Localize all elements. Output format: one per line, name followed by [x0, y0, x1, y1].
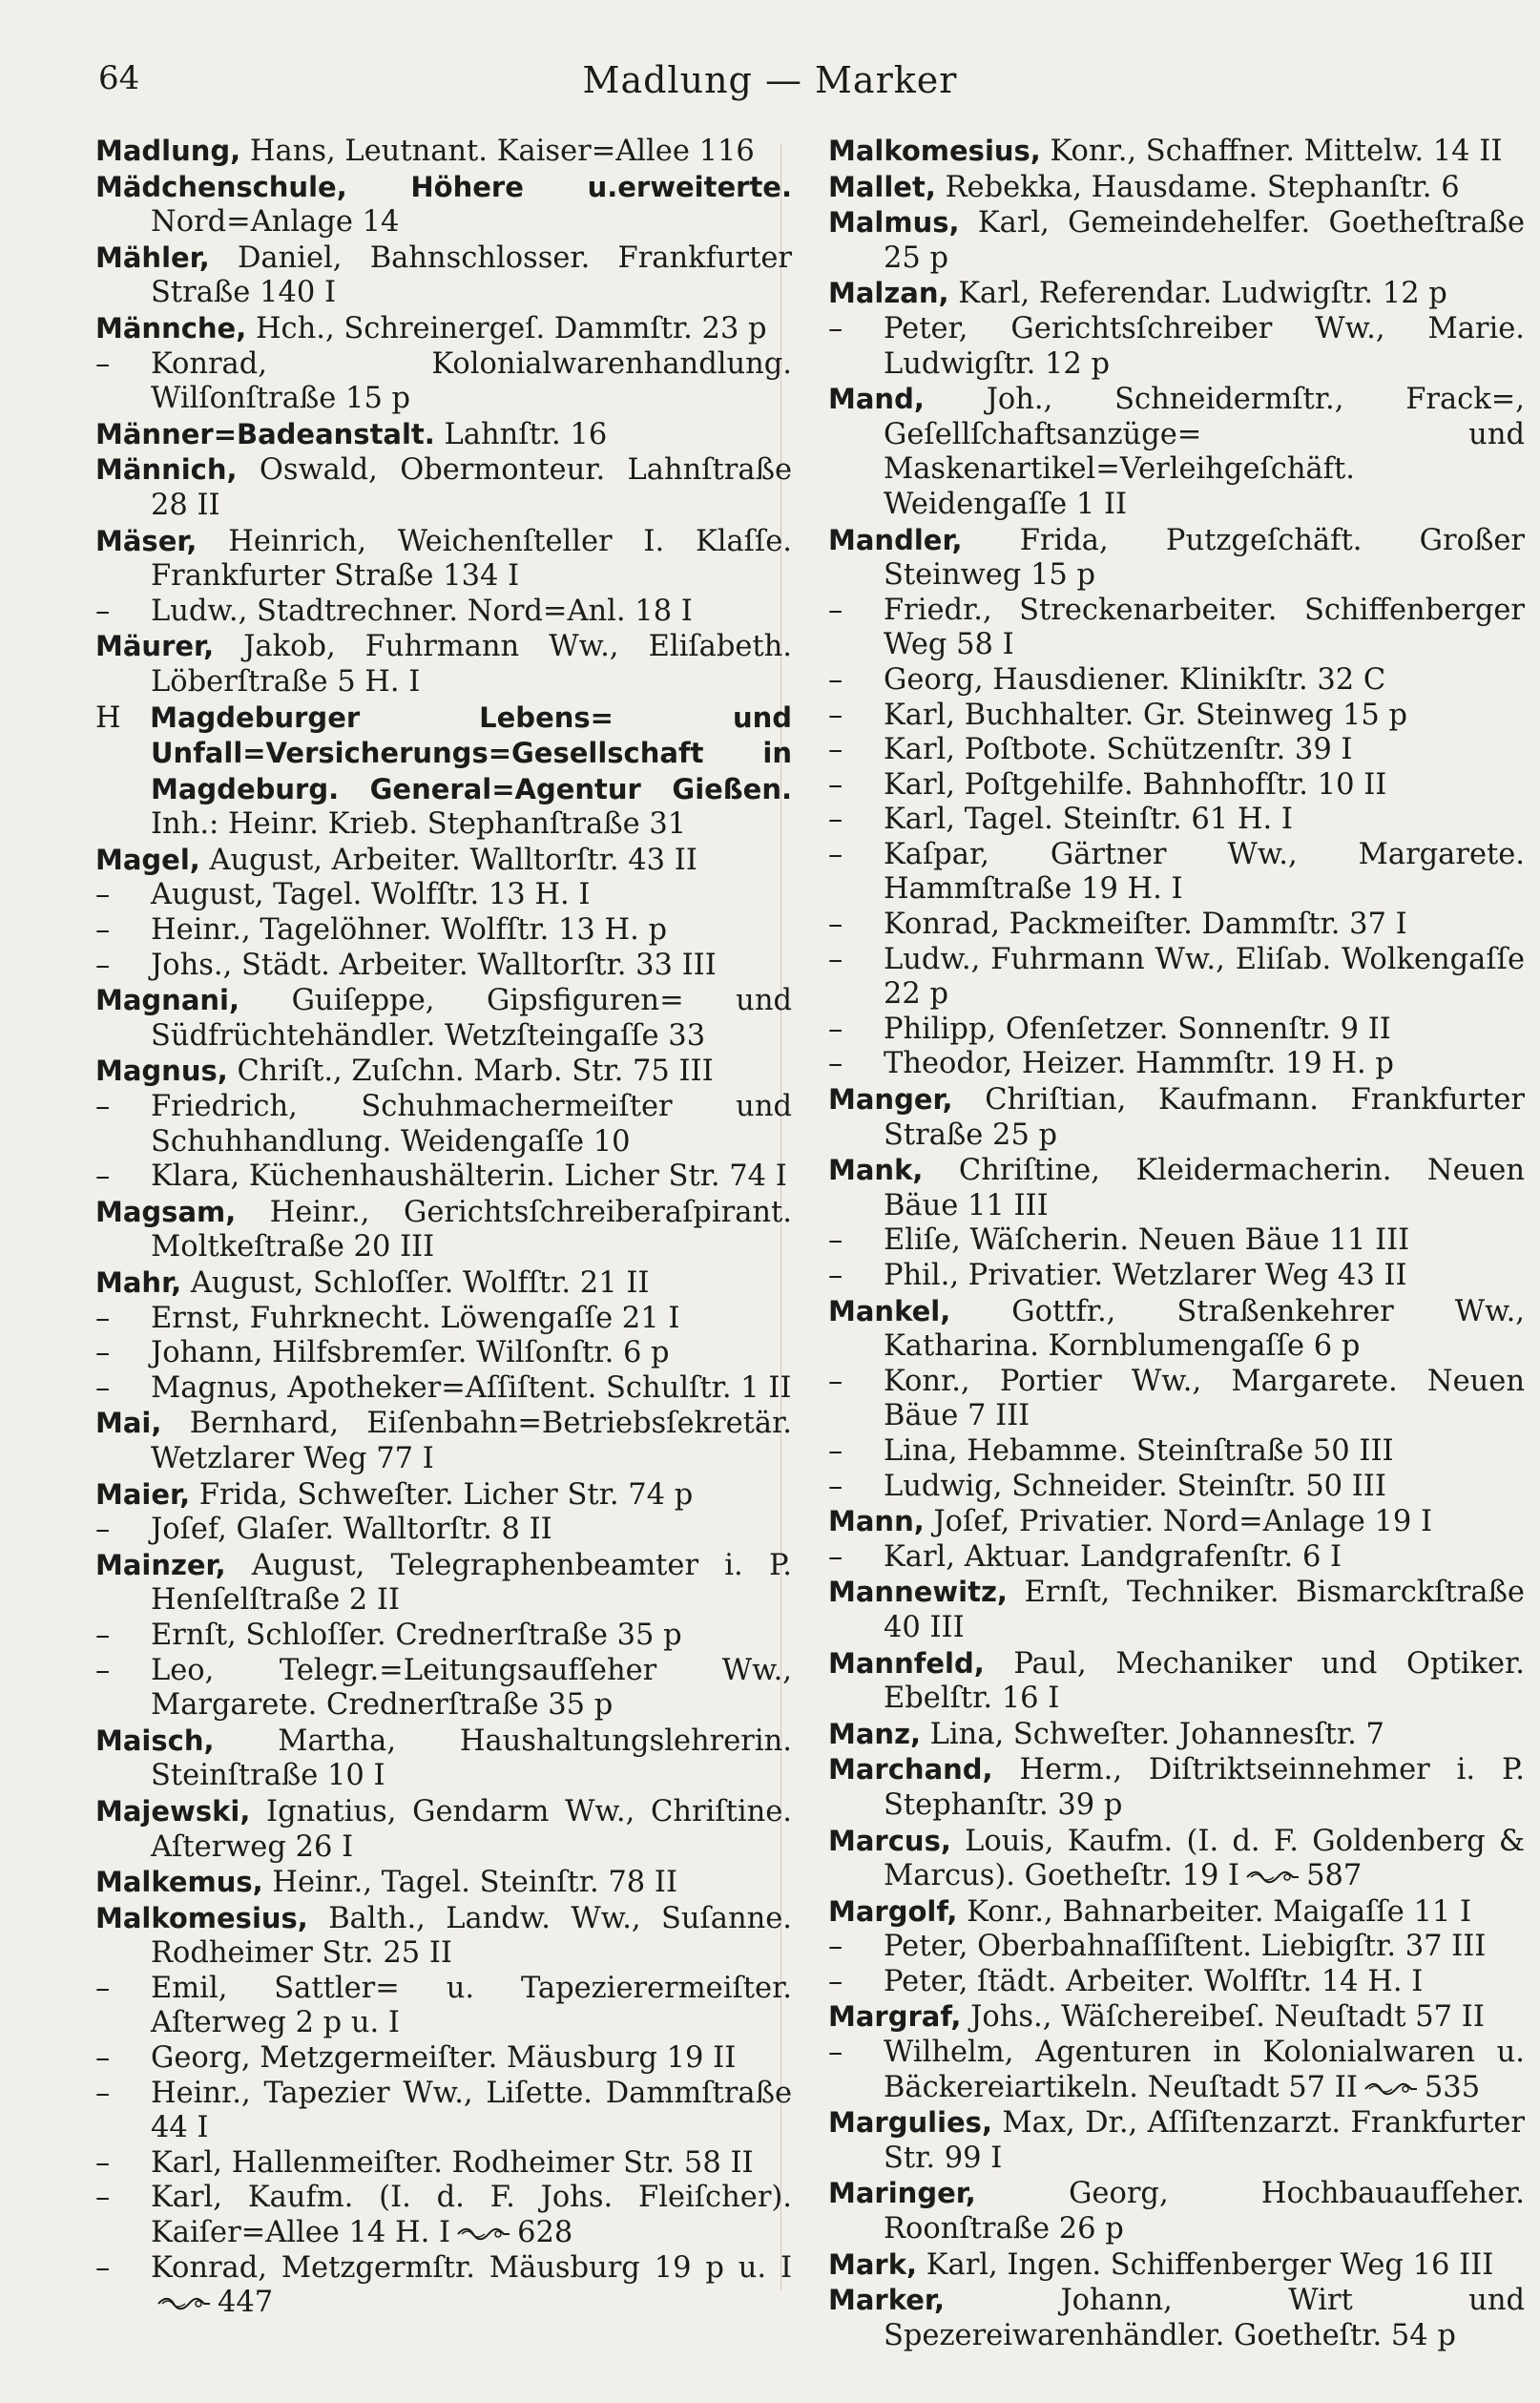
entry-surname: Madlung, — [95, 135, 241, 167]
ditto-dash: – — [828, 593, 843, 627]
directory-entry — [828, 1752, 1525, 1823]
directory-entry — [828, 803, 1525, 838]
entry-surname: Maisch, — [95, 1724, 215, 1757]
entry-surname: Mäser, — [95, 524, 198, 557]
directory-entry — [95, 417, 792, 453]
directory-entry — [95, 949, 792, 984]
entry-details: Heinr., Gerichtsſchreiberaſpirant. Moltkeſtraße 20 III — [151, 1195, 792, 1264]
directory-entry — [95, 1865, 792, 1901]
entry-details: Johann, Wirt und Spezereiwarenhändler. Goetheſtr. 54 p — [884, 2284, 1525, 2352]
ditto-dash: – — [828, 1364, 843, 1398]
entry-details: Ernst, Fuhrknecht. Löwengaſſe 21 I — [151, 1301, 680, 1335]
entry-surname: Malmus, — [828, 206, 960, 240]
entry-details: Kaſpar, Gärtner Ww., Margarete. Hammſtraße 19 H. I — [884, 837, 1525, 907]
entry-details: Georg, Metzgermeiſter. Mäusburg 19 II — [151, 2041, 737, 2076]
directory-entry — [95, 1654, 792, 1724]
directory-entry — [95, 452, 792, 523]
entry-details: Ignatius, Gendarm Ww., Chriſtine. Aſterweg 26 I — [151, 1794, 792, 1864]
directory-entry — [95, 1054, 792, 1090]
entry-details: Peter, Oberbahnaſſiſtent. Liebigſtr. 37 III — [884, 1930, 1487, 1964]
directory-entry — [95, 2251, 792, 2321]
directory-entry — [95, 1406, 792, 1476]
entry-details: Heinr., Tapezier Ww., Liſette. Dammſtraße 44 I — [151, 2076, 792, 2145]
entry-details: Karl, Kaufm. (I. d. F. Johs. Fleiſcher). Kaiſer=Allee 14 H. I — [151, 2181, 792, 2250]
entry-details: Friedrich, Schuhmachermeiſter und Schuhhandlung. Weidengaſſe 10 — [151, 1090, 792, 1159]
entry-details: Joſef, Glaſer. Walltorſtr. 8 II — [151, 1513, 552, 1547]
entry-details: Magnus, Apotheker=Aſſiſtent. Schulſtr. 1 II — [151, 1370, 792, 1405]
directory-entry — [828, 2105, 1525, 2176]
ditto-dash: – — [828, 733, 843, 767]
entry-details: Konrad, Kolonialwarenhandlung. Wilſonſtraße 15 p — [151, 346, 792, 416]
directory-entry — [828, 1259, 1525, 1294]
directory-entry — [828, 1999, 1525, 2036]
directory-entry — [828, 170, 1525, 206]
entry-details: Wilhelm, Agenturen in Kolonialwaren u. Bäckereiartikeln. Neuſtadt 57 II — [884, 2036, 1525, 2104]
directory-entry — [828, 2283, 1525, 2353]
directory-entry — [95, 629, 792, 700]
entry-details: Chriſtine, Kleidermacherin. Neuen Bäue 11 III — [884, 1154, 1525, 1222]
ditto-dash: – — [95, 1336, 111, 1370]
entry-details: Daniel, Bahnschlosser. Frankfurter Straße 140 I — [151, 240, 792, 310]
ditto-dash: – — [828, 1469, 843, 1503]
ditto-dash: – — [95, 2145, 111, 2180]
entry-surname: Maringer, — [828, 2177, 976, 2210]
entry-details: Joſef, Privatier. Nord=Anlage 19 I — [933, 1505, 1433, 1539]
ditto-dash: – — [828, 1964, 843, 1998]
phone-number: 587 — [1306, 1859, 1363, 1893]
ditto-dash: – — [95, 948, 111, 982]
entry-surname: Magsam, — [95, 1195, 237, 1228]
directory-entry — [828, 1365, 1525, 1434]
directory-entry — [95, 2146, 792, 2182]
ditto-dash: – — [828, 662, 843, 697]
entry-details: Guiſeppe, Gipsfiguren= und Südfrüchtehändler. Wetzſteingaſſe 33 — [151, 984, 792, 1053]
entry-surname: Mallet, — [828, 170, 936, 203]
entry-details: Oswald, Obermonteur. Lahnſtraße 28 II — [151, 453, 792, 522]
entry-details: Lahnſtr. 16 — [444, 417, 608, 451]
directory-entry — [828, 1294, 1525, 1365]
ditto-dash: – — [828, 311, 843, 345]
entry-details: Ludw., Stadtrechner. Nord=Anl. 18 I — [151, 594, 693, 628]
entry-details: Ludw., Fuhrmann Ww., Eliſab. Wolkengaſſe 22 p — [884, 942, 1525, 1012]
directory-entry — [828, 1717, 1525, 1753]
entry-surname: Mainzer, — [95, 1548, 226, 1581]
ditto-dash: – — [828, 1539, 843, 1574]
entry-details: Joh., Schneidermſtr., Frack=, Geſellſchaftsanzüge= und Maskenartikel=Verleihgeſchäft. Weidengaſſe 1 II — [884, 383, 1525, 521]
entry-details: Bernhard, Eiſenbahn=Betriebsſekretär. Wetzlarer Weg 77 I — [151, 1407, 792, 1475]
entry-surname: Mäurer, — [95, 630, 215, 663]
entry-details: Phil., Privatier. Wetzlarer Weg 43 II — [884, 1259, 1407, 1292]
directory-entry — [828, 1965, 1525, 2000]
entry-details: Balth., Landw. Ww., Suſanne. Rodheimer Str. 25 II — [151, 1901, 792, 1971]
ditto-dash: – — [95, 1971, 111, 2005]
entry-details: August, Tagel. Wolfſtr. 13 H. I — [151, 878, 591, 912]
entry-details: Ernſt, Schloſſer. Crednerſtraße 35 p — [151, 1618, 682, 1652]
directory-entry — [828, 768, 1525, 804]
entry-prefix: H — [95, 700, 121, 735]
entry-surname: Mann, — [828, 1505, 925, 1538]
entry-details: Rebekka, Hausdame. Stephanſtr. 6 — [945, 170, 1460, 204]
ditto-dash: – — [95, 1653, 111, 1687]
ditto-dash: – — [828, 1433, 843, 1468]
entry-details: Karl, Tagel. Steinſtr. 61 H. I — [884, 803, 1293, 837]
phone-number: 535 — [1424, 2070, 1481, 2104]
entry-surname: Manz, — [828, 1717, 921, 1750]
entry-surname: Mand, — [828, 383, 925, 416]
entry-surname: Marcus, — [828, 1824, 951, 1857]
entry-surname: Mai, — [95, 1407, 162, 1440]
entry-details: Georg, Hochbauaufſeher. Roonſtraße 26 p — [884, 2177, 1525, 2246]
directory-entry — [828, 1434, 1525, 1470]
entry-details: Friedr., Streckenarbeiter. Schiffenberger Weg 58 I — [884, 593, 1525, 662]
directory-entry — [828, 2036, 1525, 2105]
entry-surname: Mank, — [828, 1154, 924, 1187]
entry-details: Klara, Küchenhaushälterin. Licher Str. 74 I — [151, 1160, 787, 1194]
ditto-dash: – — [95, 2181, 111, 2215]
directory-entry — [828, 1223, 1525, 1259]
directory-entry — [95, 311, 792, 347]
directory-entry — [828, 663, 1525, 699]
directory-entry — [95, 1265, 792, 1302]
entry-surname: Mankel, — [828, 1294, 951, 1327]
directory-entry — [95, 700, 792, 843]
entry-details: Frida, Putzgeſchäft. Großer Steinweg 15 p — [884, 523, 1525, 593]
entry-surname: Maier, — [95, 1477, 191, 1511]
directory-entry — [828, 382, 1525, 522]
entry-details: Chriſt., Zuſchn. Marb. Str. 75 III — [237, 1055, 714, 1089]
ditto-dash: – — [95, 913, 111, 948]
ditto-dash: – — [828, 2036, 843, 2070]
entry-details: Herm., Diſtriktseinnehmer i. P. Stephanſtr. 39 p — [884, 1753, 1525, 1822]
directory-entry — [95, 595, 792, 630]
ditto-dash: – — [828, 767, 843, 802]
directory-entry — [828, 1575, 1525, 1645]
telephone-icon — [1245, 1869, 1301, 1886]
directory-entry — [828, 2176, 1525, 2246]
ditto-dash: – — [95, 1090, 111, 1124]
entry-details: Karl, Ingen. Schiffenberger Weg 16 III — [926, 2247, 1494, 2282]
telephone-icon — [456, 2225, 511, 2243]
entry-details: Frida, Schweſter. Licher Str. 74 p — [198, 1477, 694, 1512]
entry-surname: Magnus, — [95, 1055, 228, 1088]
ditto-dash: – — [828, 1223, 843, 1258]
entry-details: Theodor, Heizer. Hammſtr. 19 H. p — [884, 1047, 1394, 1081]
entry-details: Karl, Poſtgehilfe. Bahnhofſtr. 10 II — [884, 767, 1387, 802]
entry-details: Philipp, Ofenſetzer. Sonnenſtr. 9 II — [884, 1012, 1391, 1046]
directory-entry — [828, 1894, 1525, 1931]
entry-surname: Magel, — [95, 843, 200, 876]
ditto-dash: – — [828, 837, 843, 871]
ditto-dash: – — [95, 2076, 111, 2110]
ditto-dash: – — [95, 1618, 111, 1652]
entry-surname: Mandler, — [828, 523, 963, 556]
entry-details: Karl, Gemeindehelfer. Goetheſtraße 25 p — [884, 206, 1525, 275]
entry-details: Inh.: Heinr. Krieb. Stephanſtraße 31 — [151, 807, 687, 842]
entry-details: August, Schloſſer. Wolfſtr. 21 II — [190, 1266, 650, 1300]
directory-entry — [95, 843, 792, 879]
ditto-dash: – — [828, 1259, 843, 1292]
entry-details: Johann, Hilfsbremſer. Wilſonſtr. 6 p — [151, 1336, 670, 1370]
entry-surname: Margraf, — [828, 2000, 962, 2034]
directory-entry — [828, 1930, 1525, 1965]
directory-entry — [828, 523, 1525, 594]
telephone-icon — [156, 2295, 212, 2312]
ditto-dash: – — [828, 942, 843, 976]
entry-details: Hans, Leutnant. Kaiser=Allee 116 — [249, 135, 755, 168]
entry-details: Konrad, Metzgermſtr. Mäusburg 19 p u. I — [151, 2250, 792, 2285]
ditto-dash: – — [95, 594, 111, 628]
ditto-dash: – — [95, 2041, 111, 2076]
directory-entry — [95, 2181, 792, 2250]
entry-surname: Mädchenschule, Höhere u.erweiterte. — [95, 170, 792, 203]
directory-entry — [95, 240, 792, 311]
entry-details: Peter, ſtädt. Arbeiter. Wolfſtr. 14 H. I — [884, 1964, 1424, 1998]
directory-entry — [95, 1336, 792, 1371]
entry-details: Max, Dr., Aſſiſtenzarzt. Frankfurter Str. 99 I — [884, 2106, 1525, 2175]
entry-details: Johs., Städt. Arbeiter. Walltorſtr. 33 III — [151, 948, 717, 982]
entry-details: Lina, Hebamme. Steinſtraße 50 III — [884, 1433, 1394, 1468]
directory-entry — [828, 2247, 1525, 2284]
entry-details: Peter, Gerichtsſchreiber Ww., Marie. Ludwigſtr. 12 p — [884, 311, 1525, 381]
directory-entry — [828, 1646, 1525, 1717]
entry-surname: Malkomesius, — [828, 135, 1041, 167]
entry-details: Karl, Buchhalter. Gr. Steinweg 15 p — [884, 698, 1407, 732]
left-column — [95, 134, 792, 2321]
directory-entry — [95, 1972, 792, 2041]
entry-details: Georg, Hausdiener. Klinikſtr. 32 C — [884, 662, 1386, 697]
entry-details: Konr., Schaffner. Mittelw. 14 II — [1050, 135, 1503, 168]
entry-details: Konr., Portier Ww., Margarete. Neuen Bäue 7 III — [884, 1364, 1525, 1433]
directory-entry — [828, 1082, 1525, 1153]
entry-surname: Magdeburger Lebens= und Unfall=Versicherungs=Gesellschaft in Magdeburg. General=Agentur Gießen. — [150, 700, 792, 805]
directory-entry — [828, 1047, 1525, 1082]
entry-details: Ludwig, Schneider. Steinſtr. 50 III — [884, 1469, 1386, 1503]
entry-surname: Majewski, — [95, 1794, 251, 1828]
directory-entry — [95, 1160, 792, 1195]
directory-entry — [95, 2077, 792, 2146]
directory-entry — [828, 908, 1525, 943]
directory-entry — [95, 913, 792, 949]
ditto-dash: – — [95, 346, 111, 381]
entry-details: Heinr., Tagel. Steinſtr. 78 II — [272, 1866, 677, 1900]
ditto-dash: – — [95, 2250, 111, 2285]
directory-entry — [95, 347, 792, 417]
entry-details: Karl, Referendar. Ludwigſtr. 12 p — [958, 277, 1447, 311]
entry-details: Heinr., Tagelöhner. Wolfſtr. 13 H. p — [151, 913, 668, 948]
entry-details: Karl, Aktuar. Landgrafenſtr. 6 I — [884, 1539, 1342, 1574]
ditto-dash: – — [828, 803, 843, 837]
entry-surname: Männich, — [95, 453, 238, 487]
directory-entry — [828, 1153, 1525, 1223]
entry-surname: Malkomesius, — [95, 1901, 308, 1934]
page-header — [0, 59, 1540, 116]
phone-number: 628 — [517, 2216, 573, 2250]
directory-entry — [95, 1724, 792, 1794]
directory-entry — [95, 878, 792, 913]
entry-surname: Männer=Badeanstalt. — [95, 417, 435, 450]
directory-entry — [828, 1824, 1525, 1894]
entry-details: Emil, Sattler= u. Tapezierermeiſter. Aſterweg 2 p u. I — [151, 1971, 792, 2040]
running-head: Madlung — Marker — [582, 59, 958, 101]
entry-surname: Männche, — [95, 311, 247, 345]
directory-entry — [828, 1540, 1525, 1576]
entry-details: Gottfr., Straßenkehrer Ww., Katharina. Kornblumengaſſe 6 p — [884, 1294, 1525, 1364]
directory-entry — [95, 1090, 792, 1160]
right-column — [828, 134, 1525, 2353]
ditto-dash: – — [95, 1370, 111, 1405]
ditto-dash: – — [95, 1160, 111, 1194]
directory-entry — [95, 1548, 792, 1619]
directory-entry — [828, 733, 1525, 768]
entry-details: Konrad, Packmeiſter. Dammſtr. 37 I — [884, 908, 1407, 942]
entry-details: Chriſtian, Kaufmann. Frankfurter Straße 25 p — [884, 1083, 1525, 1152]
ditto-dash: – — [828, 1930, 843, 1964]
entry-details: Lina, Schweſter. Johannesſtr. 7 — [929, 1717, 1384, 1751]
entry-details: Hch., Schreinergeſ. Dammſtr. 23 p — [255, 311, 767, 345]
directory-entry — [95, 983, 792, 1054]
ditto-dash: – — [95, 1513, 111, 1547]
ditto-dash: – — [95, 1301, 111, 1335]
ditto-dash: – — [828, 1047, 843, 1081]
phone-number: 447 — [218, 2286, 274, 2320]
entry-details: Leo, Telegr.=Leitungsaufſeher Ww., Margarete. Crednerſtraße 35 p — [151, 1653, 792, 1723]
entry-surname: Magnani, — [95, 984, 240, 1017]
directory-entry — [828, 1013, 1525, 1048]
entry-surname: Mannewitz, — [828, 1576, 1008, 1609]
directory-entry — [828, 276, 1525, 312]
directory-entry — [95, 134, 792, 170]
directory-entry — [828, 838, 1525, 908]
entry-details: Ernſt, Techniker. Bismarckſtraße 40 III — [884, 1576, 1525, 1644]
entry-details: Eliſe, Wäſcherin. Neuen Bäue 11 III — [884, 1223, 1410, 1258]
entry-surname: Malkemus, — [95, 1866, 263, 1899]
entry-surname: Mark, — [828, 2247, 918, 2281]
directory-entry — [95, 1901, 792, 1972]
directory-entry — [95, 524, 792, 595]
directory-entry — [95, 170, 792, 240]
entry-surname: Mahr, — [95, 1266, 182, 1299]
directory-entry — [95, 1619, 792, 1654]
entry-details: August, Telegraphenbeamter i. P. Henſelſtraße 2 II — [151, 1548, 792, 1618]
directory-entry — [828, 943, 1525, 1013]
directory-entry — [95, 1371, 792, 1407]
directory-entry — [95, 1195, 792, 1265]
entry-surname: Margulies, — [828, 2106, 992, 2140]
entry-details: Karl, Poſtbote. Schützenſtr. 39 I — [884, 733, 1353, 767]
entry-surname: Marchand, — [828, 1753, 993, 1787]
entry-surname: Margolf, — [828, 1894, 958, 1928]
directory-entry — [828, 312, 1525, 382]
directory-entry — [828, 1470, 1525, 1505]
directory-entry — [828, 134, 1525, 170]
entry-surname: Malzan, — [828, 277, 949, 310]
directory-entry — [95, 1302, 792, 1337]
directory-entry — [828, 594, 1525, 663]
ditto-dash: – — [828, 1012, 843, 1046]
entry-details: Jakob, Fuhrmann Ww., Eliſabeth. Löberſtraße 5 H. I — [151, 630, 792, 699]
entry-surname: Manger, — [828, 1083, 953, 1117]
entry-details: Louis, Kaufm. (I. d. F. Goldenberg & Marcus). Goetheſtr. 19 I — [884, 1824, 1526, 1893]
ditto-dash: – — [828, 698, 843, 732]
directory-entry — [828, 699, 1525, 734]
entry-details: Martha, Haushaltungslehrerin. Steinſtraße 10 I — [151, 1724, 792, 1793]
entry-details: Karl, Hallenmeiſter. Rodheimer Str. 58 II — [151, 2145, 754, 2180]
ditto-dash: – — [828, 908, 843, 942]
directory-entry — [95, 2041, 792, 2077]
entry-surname: Mähler, — [95, 240, 210, 274]
entry-details: Johs., Wäſchereibeſ. Neuſtadt 57 II — [970, 2000, 1485, 2035]
telephone-icon — [1363, 2080, 1419, 2098]
directory-entry — [95, 1477, 792, 1514]
page-number: 64 — [98, 59, 140, 97]
entry-surname: Marker, — [828, 2284, 945, 2317]
entry-details: August, Arbeiter. Walltorſtr. 43 II — [209, 843, 697, 877]
entry-details: Paul, Mechaniker und Optiker. Ebelſtr. 16 I — [884, 1646, 1525, 1716]
entry-surname: Mannfeld, — [828, 1646, 985, 1680]
ditto-dash: – — [95, 878, 111, 912]
entry-details: Heinrich, Weichenſteller I. Klaſſe. Frankfurter Straße 134 I — [151, 524, 792, 594]
directory-entry — [828, 205, 1525, 276]
directory-entry — [95, 1794, 792, 1865]
entry-details: Konr., Bahnarbeiter. Maigaſſe 11 I — [967, 1894, 1472, 1929]
entry-details: Nord=Anlage 14 — [151, 205, 400, 240]
directory-entry — [95, 1513, 792, 1548]
directory-entry — [828, 1504, 1525, 1540]
